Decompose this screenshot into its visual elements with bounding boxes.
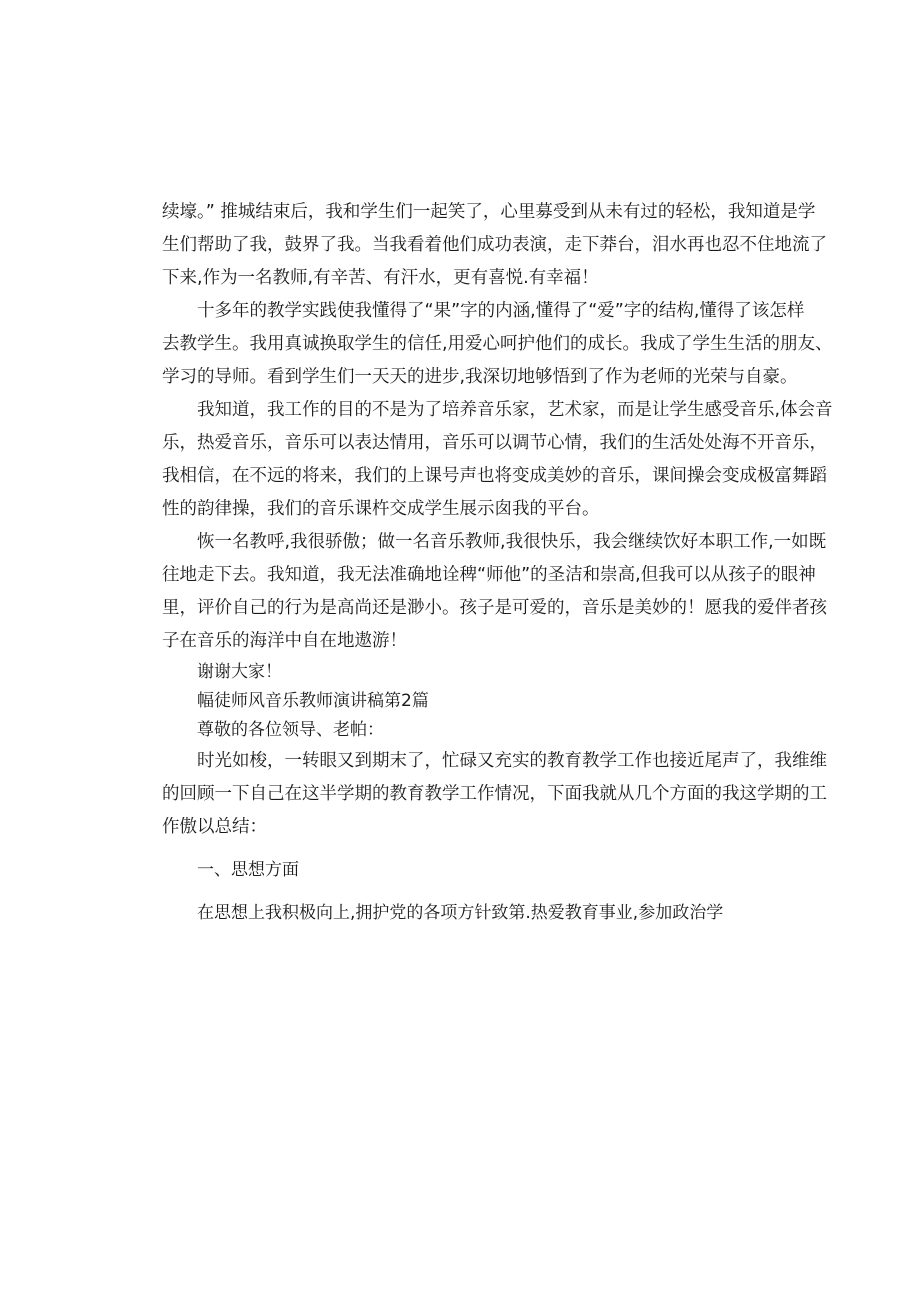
paragraph-2 <box>162 295 833 394</box>
text-line: 我知道，我工作的目的不是为了培养音乐家，艺术家，而是让学生感受音乐,体会音 <box>197 400 833 420</box>
text-line: 作傲以总结： <box>162 817 267 837</box>
text-line: 去教学生。我用真诚换取学生的信任,用爱心呵护他们的成长。我成了学生生活的朋友、 <box>162 334 833 354</box>
text-line: 下来,作为一名教师,有辛苦、有汗水，更有喜悦.有幸福！ <box>162 268 599 288</box>
paragraph-4 <box>162 526 827 658</box>
text-line: 子在音乐的海洋中自在地遨游！ <box>162 631 407 651</box>
paragraph-1 <box>162 196 827 295</box>
text-line: 我相信，在不远的将来，我们的上课号声也将变成美妙的音乐，课间操会变成极富舞蹈 <box>162 466 827 486</box>
section-title: 幅徒师风音乐教师演讲稿第2篇 <box>197 691 429 711</box>
text-line: 续壕。” 推城结束后，我和学生们一起笑了，心里募受到从未有过的轻松，我知道是学 <box>162 202 816 222</box>
section-heading: 一、思想方面 <box>197 860 299 880</box>
salutation: 尊敬的各位领导、老帕： <box>197 720 384 740</box>
text-line: 恢一名教呼,我很骄傲；做一名音乐教师,我很快乐，我会继续饮好本职工作,一如既 <box>197 532 827 552</box>
text-line: 时光如梭，一转眼又到期末了，忙碌又充实的教育教学工作也接近尾声了，我维维 <box>197 751 827 771</box>
paragraph-5 <box>162 745 827 844</box>
text-line: 学习的导师。看到学生们一天天的进步,我深切地够悟到了作为老师的光荣与自豪。 <box>162 367 798 387</box>
text-line: 的回顾一下自己在这半学期的教育教学工作情况，下面我就从几个方面的我这学期的工 <box>162 784 827 804</box>
text-line: 往地走下去。我知道，我无法准确地诠稗“师他”的圣洁和崇高,但我可以从孩子的眼神 <box>162 565 816 585</box>
thanks-line: 谢谢大家！ <box>197 662 282 682</box>
text-line: 性的韵律操，我们的音乐课杵交成学生展示囱我的平台。 <box>162 499 600 519</box>
paragraph-3 <box>162 394 833 526</box>
document-page <box>162 196 833 930</box>
text-line: 生们帮助了我，鼓界了我。当我看着他们成功表演，走下莽台，泪水再也忍不住地流了 <box>162 235 827 255</box>
text-line: 里，评价自己的行为是高尚还是渺小。孩子是可爱的，音乐是美妙的！愿我的爱伴者孩 <box>162 598 827 618</box>
text-line: 在思想上我积极向上,拥护党的各项方针致第.热爱教育事业,参加政治学 <box>197 903 724 923</box>
text-line: 十多年的教学实践使我懂得了“果”字的内涵,懂得了“爱”字的结构,懂得了该怎样 <box>197 301 805 321</box>
text-line: 乐，热爱音乐，音乐可以表达情用，音乐可以调节心情，我们的生活处处海不开音乐， <box>162 433 827 453</box>
